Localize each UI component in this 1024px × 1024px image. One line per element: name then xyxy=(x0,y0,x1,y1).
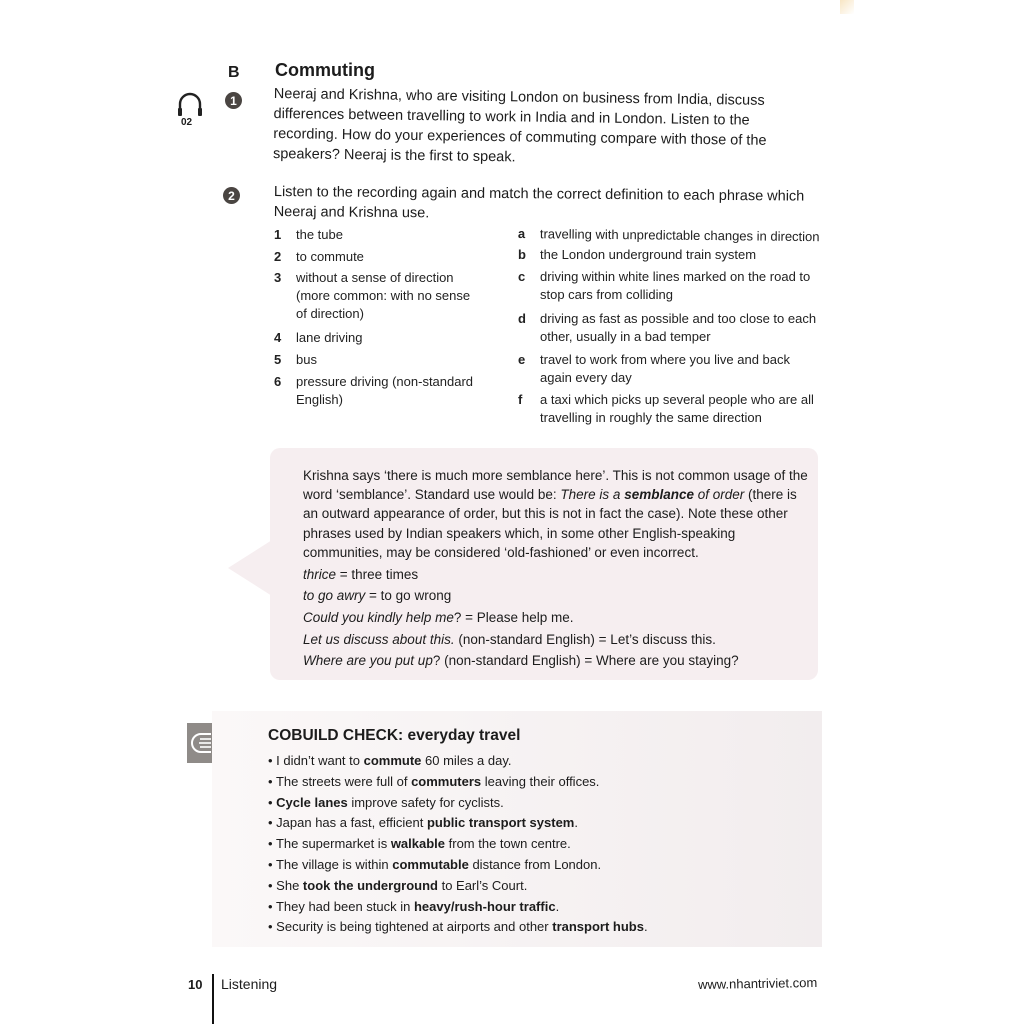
cobuild-examples xyxy=(268,751,648,938)
definition-text: travelling with unpredictable changes in direction xyxy=(539,226,820,245)
example-item xyxy=(268,917,648,938)
definition-item xyxy=(518,225,828,246)
keyword: commute xyxy=(363,753,422,768)
example-item xyxy=(268,813,648,834)
example-text: improve safety for cyclists. xyxy=(347,794,504,810)
callout-pointer xyxy=(228,540,272,596)
example-text: They had been stuck in xyxy=(275,898,414,914)
phrase-item xyxy=(274,329,494,347)
page-edge xyxy=(840,0,854,14)
example-text: I didn’t want to xyxy=(276,753,364,768)
example-keyword: semblance xyxy=(624,487,694,503)
audio-track-number: 02 xyxy=(181,117,193,128)
phrase-text: pressure driving (non-standard English) xyxy=(296,374,474,407)
phrase-line xyxy=(303,586,808,605)
exercise-2-text: Listen to the recording again and match the correct definition to each phrase which Neeraj and Krishna use. xyxy=(273,183,805,222)
phrase-number: 4 xyxy=(274,330,282,345)
definition-text: a taxi which picks up several people who are all travelling in roughly the same direction xyxy=(540,392,814,425)
phrase-meaning: (non-standard English) = Let’s discuss this. xyxy=(454,631,716,647)
cobuild-logo-icon xyxy=(187,723,212,763)
example-text: leaving their offices. xyxy=(481,773,600,789)
exercise-1-number: 1 xyxy=(225,92,242,109)
phrase-item xyxy=(274,226,494,244)
section-letter: B xyxy=(228,64,240,81)
definition-letter: b xyxy=(518,247,526,262)
intro-text: Krishna says ‘there is much more semblance here’. This is not common usage of the word ‘semblance’. Standard use would be: xyxy=(303,468,808,503)
keyword: walkable xyxy=(390,836,446,852)
example-item xyxy=(268,793,648,814)
example-text: from the town centre. xyxy=(445,836,571,852)
example-text: The supermarket is xyxy=(275,836,391,852)
phrase-item xyxy=(274,269,484,323)
keyword: public transport system xyxy=(426,815,575,831)
keyword: Cycle lanes xyxy=(276,794,348,810)
definition-letter: e xyxy=(518,352,526,367)
example-item xyxy=(268,751,648,772)
phrase-text: to commute xyxy=(296,249,364,264)
definition-item xyxy=(518,246,818,264)
definition-item xyxy=(518,351,818,387)
phrase-line xyxy=(303,630,808,649)
example-item xyxy=(268,834,648,855)
definition-text: the London underground train system xyxy=(540,247,757,262)
phrase-meaning: = three times xyxy=(336,566,419,582)
phrase-meaning: ? (non-standard English) = Where are you staying? xyxy=(432,653,739,669)
exercise-1-text: Neeraj and Krishna, who are visiting London on business from India, discuss differences between travelling to work in India and in London. Listen to the recording. How do your experiences of commuting compare with those of the speakers? Neeraj is the first to speak. xyxy=(272,85,767,166)
keyword: took the underground xyxy=(302,877,438,893)
example-phrase xyxy=(560,487,744,502)
phrase-italic: thrice xyxy=(303,566,337,582)
definition-item xyxy=(518,310,818,346)
example-text: . xyxy=(555,898,560,914)
phrase-text: the tube xyxy=(296,227,343,242)
definition-item xyxy=(518,268,818,304)
language-note-text xyxy=(303,466,808,671)
phrase-item xyxy=(274,373,484,409)
phrase-meaning: ? = Please help me. xyxy=(453,609,574,625)
footer-divider xyxy=(212,974,214,1024)
phrase-italic: Where are you put up xyxy=(303,653,433,669)
example-text: She xyxy=(276,877,303,893)
phrase-line xyxy=(303,608,808,627)
section-title: Commuting xyxy=(275,60,375,80)
exercise-2-number: 2 xyxy=(223,187,240,204)
example-item xyxy=(268,897,648,918)
phrase-number: 1 xyxy=(274,227,282,242)
example-item xyxy=(268,772,648,793)
definition-text: driving within white lines marked on the road to stop cars from colliding xyxy=(540,269,811,302)
example-text: . xyxy=(574,815,578,831)
phrase-text: lane driving xyxy=(296,330,363,345)
phrase-text: without a sense of direction (more common: with no sense of direction) xyxy=(296,270,471,321)
definition-letter: c xyxy=(518,269,526,284)
language-note-intro xyxy=(303,466,808,562)
phrase-italic: Let us discuss about this. xyxy=(303,631,455,647)
keyword: commuters xyxy=(411,773,482,789)
footer-section-label: Listening xyxy=(221,976,278,992)
phrase-number: 2 xyxy=(274,249,282,264)
definition-letter: a xyxy=(517,225,526,242)
phrase-number: 5 xyxy=(274,352,282,367)
definition-text: travel to work from where you live and back again every day xyxy=(540,352,790,385)
keyword: transport hubs xyxy=(552,919,644,935)
phrase-item xyxy=(274,248,494,266)
phrase-number: 6 xyxy=(274,374,282,389)
definition-letter: d xyxy=(518,311,526,326)
phrase-number: 3 xyxy=(274,270,282,285)
example-text: The village is within xyxy=(275,856,393,872)
intro-text-continued: (there is an outward appearance of order, but this is not in fact the case). Note these other phrases used by Indian speakers which, in some other English-speaking communities, may be considered ‘old-fashioned’ or even incorrect. xyxy=(303,487,797,560)
example-text: to Earl’s Court. xyxy=(437,877,528,893)
keyword: heavy/rush-hour traffic xyxy=(413,898,556,914)
definition-text: driving as fast as possible and too close to each other, usually in a bad temper xyxy=(540,311,817,344)
definition-item xyxy=(518,391,818,427)
example-item xyxy=(268,855,648,876)
cobuild-title: COBUILD CHECK: everyday travel xyxy=(268,727,521,744)
keyword: commutable xyxy=(392,856,469,872)
example-text: The streets were full of xyxy=(275,773,412,789)
phrase-item xyxy=(274,351,494,369)
example-part: of order xyxy=(693,487,745,503)
example-text: Japan has a fast, efficient xyxy=(276,815,427,831)
footer-url: www.nhantriviet.com xyxy=(697,974,818,993)
phrase-italic: to go awry xyxy=(303,588,366,604)
example-text: . xyxy=(643,919,648,935)
phrase-text: bus xyxy=(296,352,317,367)
definition-letter: f xyxy=(518,392,523,407)
example-text: 60 miles a day. xyxy=(421,753,512,768)
phrase-line xyxy=(303,651,808,670)
page-number: 10 xyxy=(188,977,203,992)
example-item xyxy=(268,876,648,897)
example-text: Security is being tightened at airports and other xyxy=(276,919,553,935)
example-part: There is a xyxy=(560,487,625,503)
phrase-meaning: = to go wrong xyxy=(365,588,452,604)
example-text: distance from London. xyxy=(468,856,602,872)
phrase-line xyxy=(303,565,808,584)
phrase-italic: Could you kindly help me xyxy=(303,609,454,625)
